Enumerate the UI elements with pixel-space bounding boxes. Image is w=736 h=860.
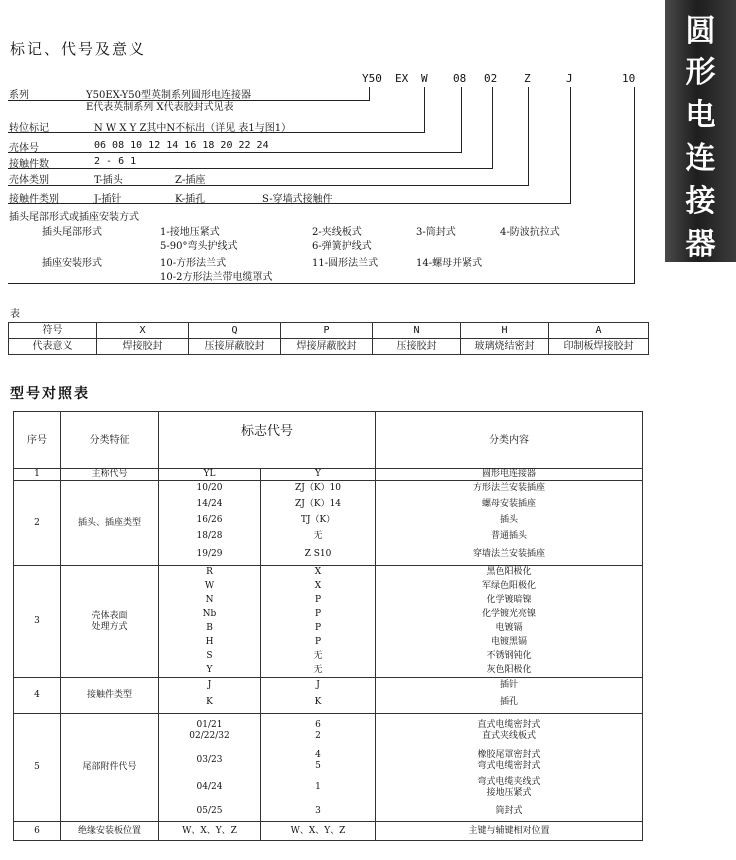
leader-line bbox=[369, 87, 370, 100]
symbol-cell: P bbox=[281, 323, 373, 339]
cell-code-1: 03/23 bbox=[159, 748, 261, 774]
legend-mount-label: 插座安装形式 bbox=[42, 258, 102, 269]
legend-mount-option: 10-2方形法兰带电缆罩式 bbox=[160, 272, 273, 283]
cell-code-1: YL bbox=[159, 469, 261, 481]
code-part-series: Y50 bbox=[362, 72, 382, 85]
legend-contacts-label: 接触件数 bbox=[9, 159, 49, 170]
legend-tail-option: 3-筒封式 bbox=[416, 227, 456, 238]
cell-code-1: J bbox=[159, 678, 261, 693]
cell-code-2: 无 bbox=[261, 664, 376, 678]
cell-content: 圆形电连接器 bbox=[376, 469, 643, 481]
legend-tail-option: 2-夹线板式 bbox=[312, 227, 362, 238]
cell-code-1: B bbox=[159, 622, 261, 636]
group-feature: 接触件类型 bbox=[61, 678, 159, 714]
banner-char: 器 bbox=[685, 227, 716, 262]
cell-code-1: N bbox=[159, 594, 261, 608]
legend-shell-label: 壳体号 bbox=[9, 143, 39, 154]
table-row bbox=[14, 714, 643, 748]
header-feature: 分类特征 bbox=[61, 412, 159, 469]
leader-line bbox=[8, 168, 493, 169]
cell-code-2: TJ（K） bbox=[261, 513, 376, 529]
leader-line bbox=[8, 152, 462, 153]
cell-code-1: 05/25 bbox=[159, 802, 261, 822]
table-row bbox=[14, 566, 643, 580]
code-part-tail: 10 bbox=[622, 72, 636, 85]
cell-code-2: P bbox=[261, 636, 376, 650]
group-number: 6 bbox=[14, 822, 61, 841]
cell-code-2: P bbox=[261, 594, 376, 608]
meaning-cell: 压接胶封 bbox=[373, 339, 461, 355]
symbol-cell: N bbox=[373, 323, 461, 339]
cell-code-2: ZJ（K）10 bbox=[261, 481, 376, 497]
cell-code-1: Y bbox=[159, 664, 261, 678]
cell-code-1: H bbox=[159, 636, 261, 650]
cell-code-1: 01/21 02/22/32 bbox=[159, 714, 261, 748]
legend-rotation-desc: N W X Y Z其中N不标出（详见 表1与图1） bbox=[94, 123, 292, 134]
model-comparison-table bbox=[13, 411, 643, 841]
cell-code-1: S bbox=[159, 650, 261, 664]
header-no: 序号 bbox=[14, 412, 61, 469]
cell-code-2: Z S10 bbox=[261, 545, 376, 566]
leader-line bbox=[424, 87, 425, 132]
cell-code-1: 14/24 bbox=[159, 497, 261, 513]
cell-content: 螺母安装插座 bbox=[376, 497, 643, 513]
section-title-model-table: 型号对照表 bbox=[10, 386, 90, 402]
cell-content: 插孔 bbox=[376, 693, 643, 714]
cell-code-2: P bbox=[261, 608, 376, 622]
symbol-cell: A bbox=[549, 323, 649, 339]
legend-rotation-label: 转位标记 bbox=[9, 123, 49, 134]
header-code: 标志代号 bbox=[159, 412, 376, 469]
cell-code-2: ZJ（K）14 bbox=[261, 497, 376, 513]
banner-char: 连 bbox=[685, 141, 716, 176]
legend-plug-tail-label: 插头尾部形式 bbox=[42, 227, 102, 238]
legend-body-z: Z-插座 bbox=[175, 175, 206, 186]
cell-code-2: 1 bbox=[261, 774, 376, 802]
group-feature: 主称代号 bbox=[61, 469, 159, 481]
banner-char: 接 bbox=[685, 184, 716, 219]
legend-contacts-desc: 2 - 6 1 bbox=[94, 156, 137, 167]
cell-code-1: 10/20 bbox=[159, 481, 261, 497]
code-part-rotation: W bbox=[421, 72, 428, 85]
cell-code-2: K bbox=[261, 693, 376, 714]
cell-content: 化学镀暗镍 bbox=[376, 594, 643, 608]
cell-code-1: 04/24 bbox=[159, 774, 261, 802]
cell-code-1: W、X、Y、Z bbox=[159, 822, 261, 841]
cell-code-2: X bbox=[261, 580, 376, 594]
legend-body-t: T-插头 bbox=[94, 175, 123, 186]
cell-code-1: R bbox=[159, 566, 261, 580]
cell-code-2: Y bbox=[261, 469, 376, 481]
legend-tail-label: 插头尾部形式或插座安装方式 bbox=[9, 212, 139, 223]
meaning-cell: 代表意义 bbox=[9, 339, 97, 355]
leader-line bbox=[528, 87, 529, 185]
leader-line bbox=[8, 283, 635, 284]
leader-line bbox=[634, 87, 635, 283]
cell-content: 普通插头 bbox=[376, 529, 643, 545]
group-number: 5 bbox=[14, 714, 61, 822]
group-feature: 尾部附件代号 bbox=[61, 714, 159, 822]
cell-content: 弯式电缆夹线式 接地压紧式 bbox=[376, 774, 643, 802]
cell-code-2: J bbox=[261, 678, 376, 693]
meaning-cell: 焊接屏蔽胶封 bbox=[281, 339, 373, 355]
symbol-table bbox=[8, 322, 649, 355]
cell-code-2: 4 5 bbox=[261, 748, 376, 774]
cell-content: 电镀镉 bbox=[376, 622, 643, 636]
symbol-cell: 符号 bbox=[9, 323, 97, 339]
group-feature: 绝缘安装板位置 bbox=[61, 822, 159, 841]
cell-content: 直式电缆密封式 直式夹线板式 bbox=[376, 714, 643, 748]
cell-content: 军绿色阳极化 bbox=[376, 580, 643, 594]
code-part-shell: 08 bbox=[453, 72, 467, 85]
cell-code-1: 18/28 bbox=[159, 529, 261, 545]
meaning-cell: 压接屏蔽胶封 bbox=[189, 339, 281, 355]
symbol-row bbox=[9, 323, 649, 339]
code-part-contact-type: J bbox=[566, 72, 573, 85]
cell-code-2: P bbox=[261, 622, 376, 636]
cell-code-2: 无 bbox=[261, 650, 376, 664]
leader-line bbox=[8, 185, 529, 186]
cell-code-1: Nb bbox=[159, 608, 261, 622]
table1-caption: 表 bbox=[10, 309, 20, 320]
cell-content: 筒封式 bbox=[376, 802, 643, 822]
table-header-row bbox=[14, 412, 643, 469]
symbol-cell: X bbox=[97, 323, 189, 339]
legend-series-desc2: E代表英制系列 X代表胶封式见表 bbox=[86, 102, 234, 113]
legend-ct-feedthrough: S-穿墙式接触件 bbox=[262, 194, 333, 205]
header-content: 分类内容 bbox=[376, 412, 643, 469]
group-number: 1 bbox=[14, 469, 61, 481]
legend-shell-desc: 06 08 10 12 14 16 18 20 22 24 bbox=[94, 140, 269, 151]
table-row bbox=[14, 469, 643, 481]
cell-content: 电镀黑镉 bbox=[376, 636, 643, 650]
code-part-body: Z bbox=[524, 72, 531, 85]
banner-char: 形 bbox=[685, 55, 716, 90]
legend-tail-option: 4-防波抗拉式 bbox=[500, 227, 560, 238]
legend-mount-option: 11-圆形法兰式 bbox=[312, 258, 379, 269]
table-row bbox=[14, 481, 643, 497]
legend-ct-pin: J-插针 bbox=[94, 194, 122, 205]
title-banner bbox=[665, 0, 736, 262]
legend-contact-type-label: 接触件类别 bbox=[9, 194, 59, 205]
cell-content: 穿墙法兰安装插座 bbox=[376, 545, 643, 566]
leader-line bbox=[570, 87, 571, 203]
group-feature: 插头、插座类型 bbox=[61, 481, 159, 566]
legend-tail-option: 6-弹簧护线式 bbox=[312, 241, 372, 252]
legend-series-desc: Y50EX-Y50型英制系列圆形电连接器 bbox=[86, 90, 251, 101]
legend-mount-option: 14-螺母并紧式 bbox=[416, 258, 483, 269]
legend-mount-option: 10-方形法兰式 bbox=[160, 258, 227, 269]
symbol-cell: H bbox=[461, 323, 549, 339]
meaning-cell: 印制板焊接胶封 bbox=[549, 339, 649, 355]
table-row bbox=[14, 678, 643, 693]
legend-series-label: 系列 bbox=[9, 90, 29, 101]
cell-code-1: W bbox=[159, 580, 261, 594]
cell-code-1: 19/29 bbox=[159, 545, 261, 566]
group-number: 3 bbox=[14, 566, 61, 678]
section-title-marking: 标记、代号及意义 bbox=[10, 40, 147, 58]
cell-content: 化学镀光亮镍 bbox=[376, 608, 643, 622]
cell-content: 主键与辅键相对位置 bbox=[376, 822, 643, 841]
legend-tail-option: 5-90°弯头护线式 bbox=[160, 241, 238, 252]
cell-code-2: 3 bbox=[261, 802, 376, 822]
table-row bbox=[14, 822, 643, 841]
meaning-row bbox=[9, 339, 649, 355]
leader-line bbox=[461, 87, 462, 152]
cell-code-2: X bbox=[261, 566, 376, 580]
legend-body-label: 壳体类别 bbox=[9, 175, 49, 186]
group-feature: 壳体表面 处理方式 bbox=[61, 566, 159, 678]
banner-char: 圆 bbox=[685, 14, 716, 49]
cell-content: 橡胶尾罩密封式 弯式电缆密封式 bbox=[376, 748, 643, 774]
cell-code-2: 无 bbox=[261, 529, 376, 545]
legend-tail-option: 1-接地压紧式 bbox=[160, 227, 220, 238]
cell-content: 插头 bbox=[376, 513, 643, 529]
meaning-cell: 玻璃烧结密封 bbox=[461, 339, 549, 355]
cell-content: 插针 bbox=[376, 678, 643, 693]
leader-line bbox=[492, 87, 493, 168]
cell-content: 灰色阳极化 bbox=[376, 664, 643, 678]
cell-content: 方形法兰安装插座 bbox=[376, 481, 643, 497]
group-number: 2 bbox=[14, 481, 61, 566]
group-number: 4 bbox=[14, 678, 61, 714]
meaning-cell: 焊接胶封 bbox=[97, 339, 189, 355]
banner-char: 电 bbox=[685, 98, 716, 133]
cell-code-1: 16/26 bbox=[159, 513, 261, 529]
code-part-contacts: 02 bbox=[484, 72, 498, 85]
cell-content: 不锈钢钝化 bbox=[376, 650, 643, 664]
legend-ct-socket: K-插孔 bbox=[175, 194, 206, 205]
cell-code-1: K bbox=[159, 693, 261, 714]
code-part-ex: EX bbox=[395, 72, 409, 85]
cell-code-2: 6 2 bbox=[261, 714, 376, 748]
symbol-cell: Q bbox=[189, 323, 281, 339]
cell-content: 黑色阳极化 bbox=[376, 566, 643, 580]
cell-code-2: W、X、Y、Z bbox=[261, 822, 376, 841]
